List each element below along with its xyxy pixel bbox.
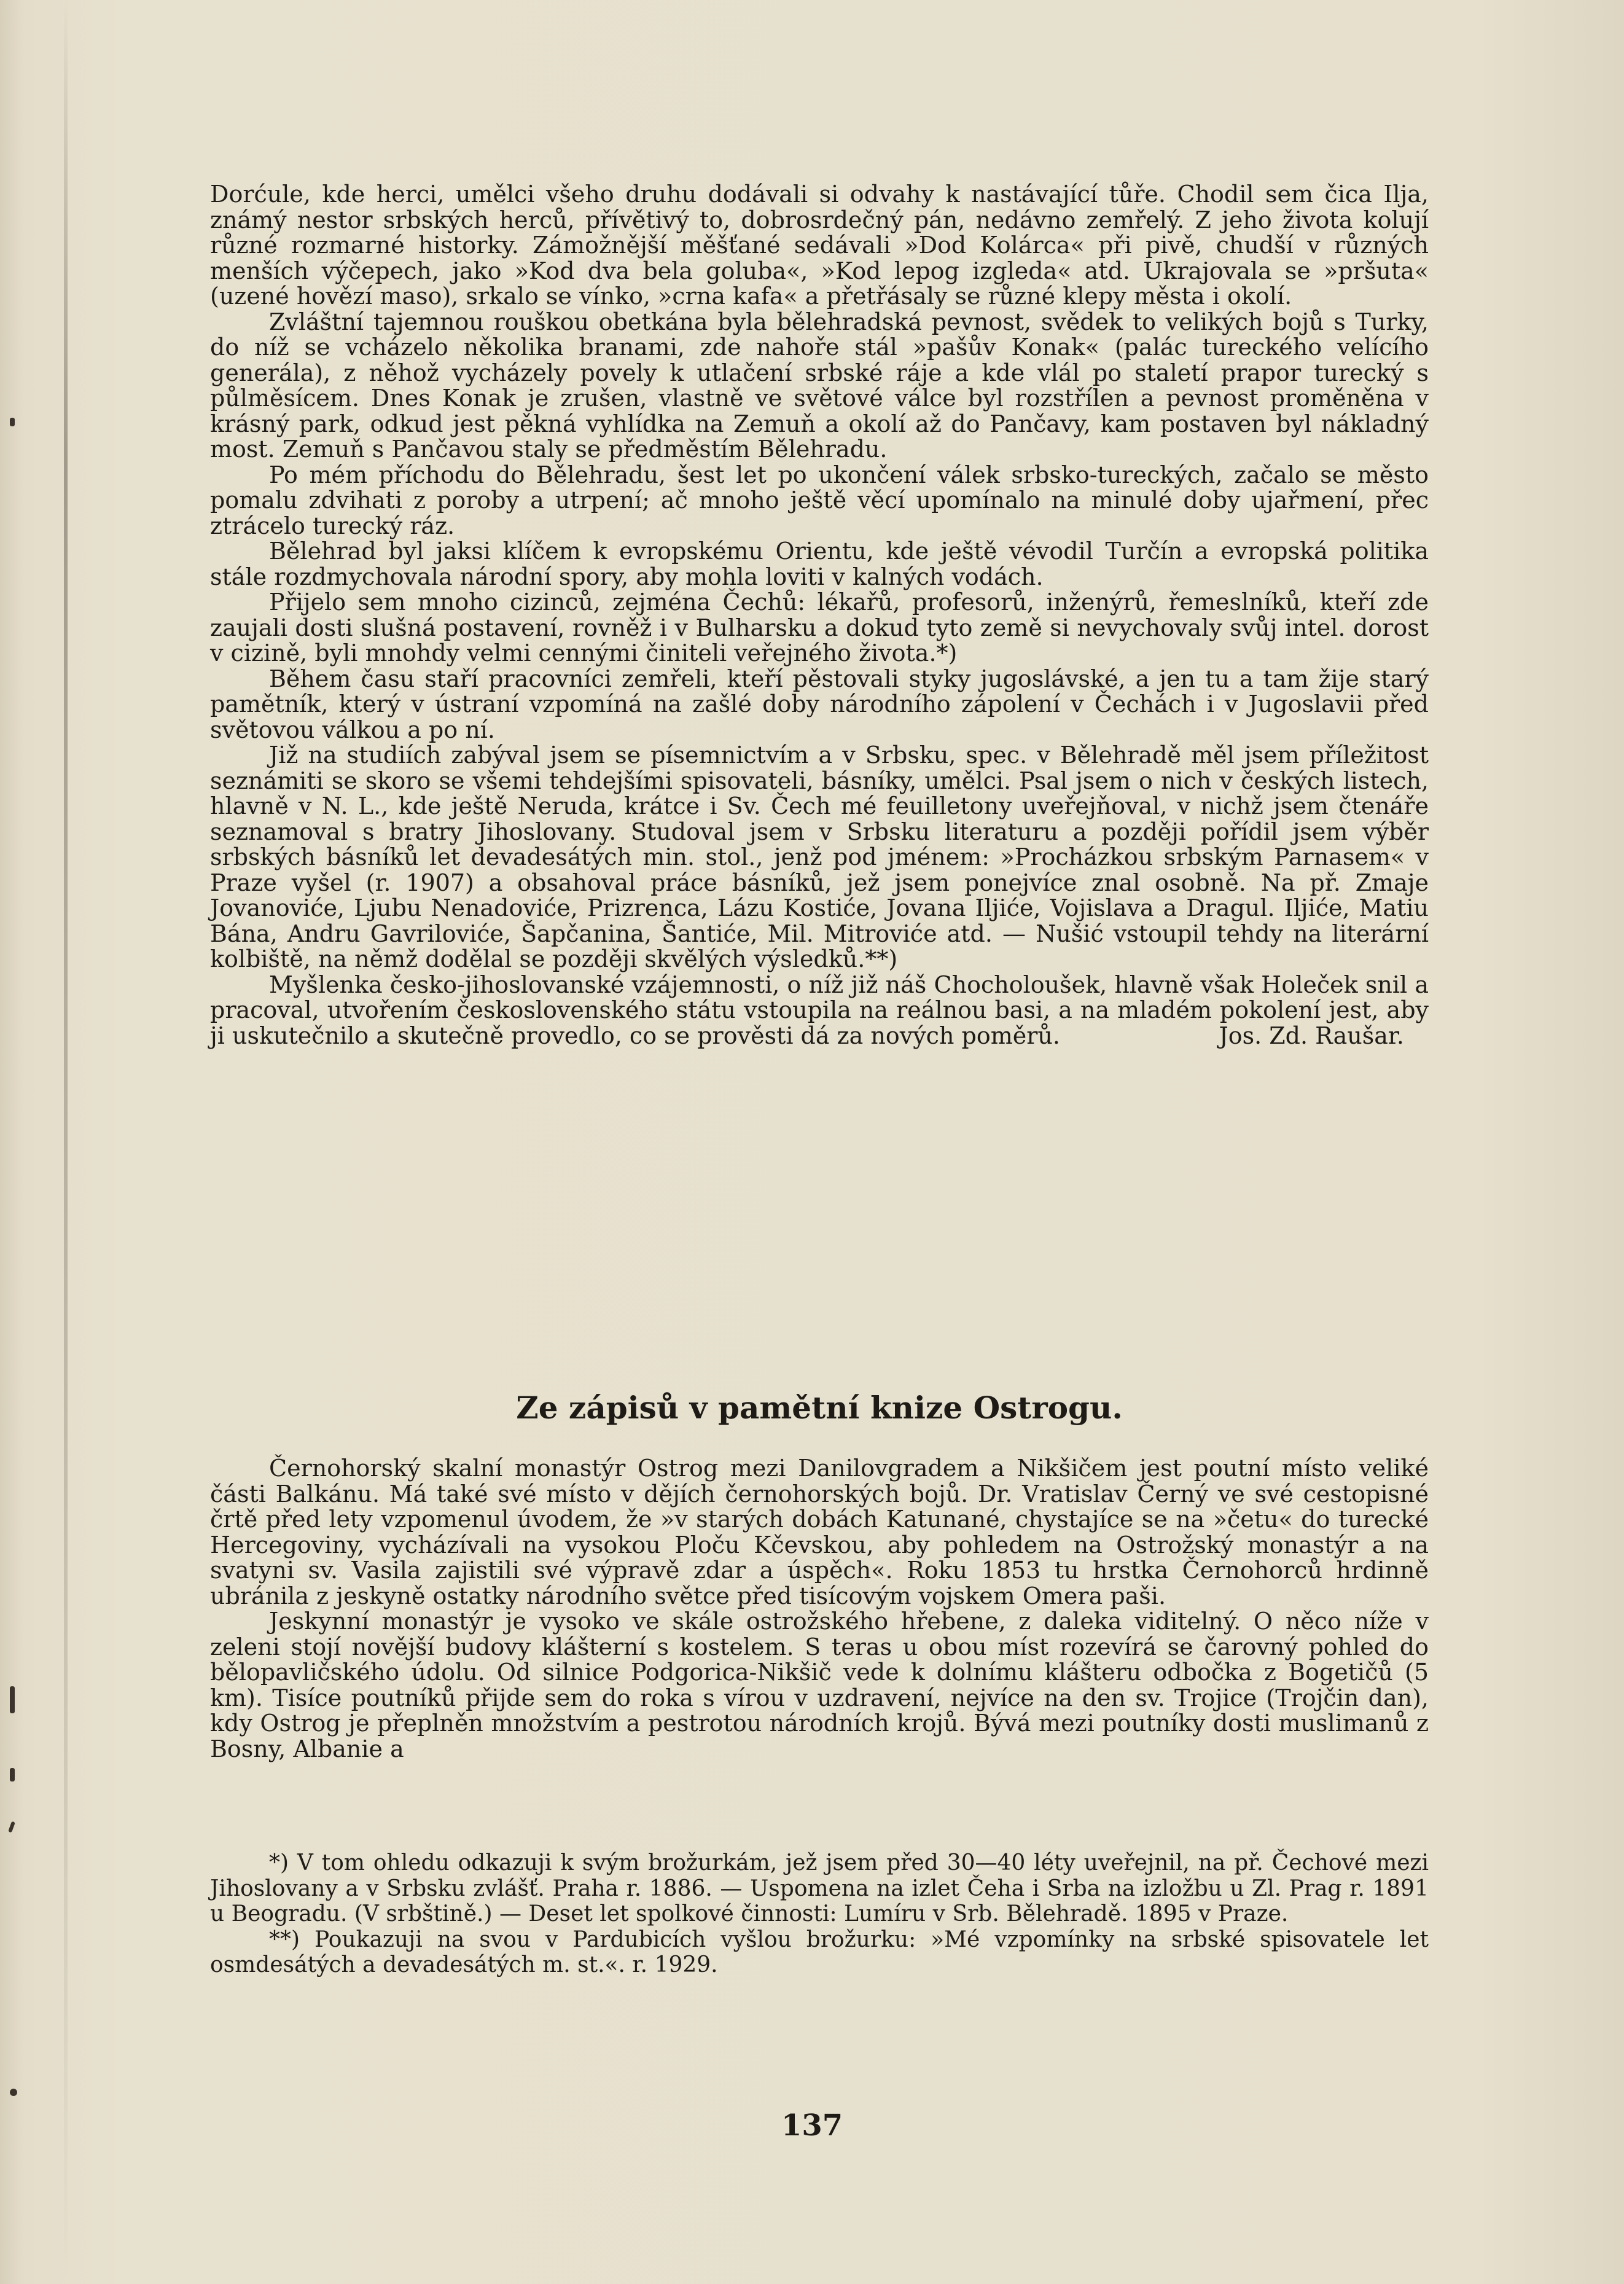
paragraph: Během času staří pracovníci zemřeli, kteří pěstovali styky jugoslávské, a jen tu a tam žije starý pamětník, který v ústraní vzpomíná na zašlé doby národního zápolení v Čechách i v Jugoslavii před světovou válkou a po ní. xyxy=(210,665,1429,743)
paragraph: Po mém příchodu do Bělehradu, šest let po ukončení válek srbsko-tureckých, začalo se město pomalu zdvihati z poroby a utrpení; ač mnoho ještě věcí upomínalo na minulé doby ujařmení, přec ztrácelo turecký ráz. xyxy=(210,461,1429,539)
paragraph: Zvláštní tajemnou rouškou obetkána byla bělehradská pevnost, svědek to velikých bojů s Turky, do níž se vcházelo několika branami, zde nahoře stál »pašův Konak« (palác tureckého velícího generála), z něhož vycházely povely k utlačení srbské ráje a kde vlál po staletí prapor turecký s půlměsícem. Dnes Konak je zrušen, vlastně ve světové válce byl rozstřílen a pevnost proměněna v krásný park, odkud jest pěkná vyhlídka na Zemuň a okolí až do Pančavy, kam postaven byl nákladný most. Zemuň s Pančavou staly se předměstím Bělehradu. xyxy=(210,308,1429,463)
footnote: **) Poukazuji na svou v Pardubicích vyšlou brožurku: »Mé vzpomínky na srbské spisovatele let osmdesátých a devadesátých m. st.«. r. 1929. xyxy=(210,1926,1429,1977)
paragraph: Již na studiích zabýval jsem se písemnictvím a v Srbsku, spec. v Bělehradě měl jsem příležitost seznámiti se skoro se všemi tehdejšími spisovateli, básníky, umělci. Psal jsem o nich v českých listech, hlavně v N. L., kde ještě Neruda, krátce i Sv. Čech mé feuilletony uveřejňoval, v nichž jsem čtenáře seznamoval s bratry Jihoslovany. Studoval jsem v Srbsku literaturu a později pořídil jsem výběr srbských básníků let devadesátých min. stol., jenž pod jménem: »Procházkou srbským Parnasem« v Praze vyšel (r. 1907) a obsahoval práce básníků, jež jsem ponejvíce znal osobně. Na př. Zmaje Jovanoviće, Ljubu Nenadoviće, Prizrenca, Lázu Kostiće, Jovana Iljiće, Vojislava a Dragul. Iljiće, Matiu Bána, Andru Gavriloviće, Šapčanina, Šantiće, Mil. Mitroviće atd. — Nušić vstoupil tehdy na literární kolbiště, na němž dodělal se později skvělých výsledků.**) xyxy=(210,741,1429,972)
paragraph: Bělehrad byl jaksi klíčem k evropskému Orientu, kde ještě vévodil Turčín a evropská politika stále rozdmychovala národní spory, aby mohla loviti v kalných vodách. xyxy=(210,538,1429,590)
page-number: 137 xyxy=(781,2108,843,2143)
margin-mark xyxy=(8,1821,15,1833)
margin-mark xyxy=(10,1686,15,1713)
section-text xyxy=(210,182,1429,1049)
margin-mark xyxy=(10,418,15,426)
margin-dot xyxy=(10,2089,17,2096)
paragraph: Přijelo sem mnoho cizinců, zejména Čechů: lékařů, profesorů, inženýrů, řemeslníků, kteří zde zaujali dosti slušná postavení, rovněž i v Bulharsku a dokud tyto země si nevychovaly svůj intel. dorost v cizině, byli mnohdy velmi cennými činiteli veřejného života.*) xyxy=(210,589,1429,667)
author-signature: Jos. Zd. Raušar. xyxy=(1219,1022,1404,1049)
margin-mark xyxy=(10,1768,15,1781)
paragraph: Jeskynní monastýr je vysoko ve skále ostrožského hřebene, z daleka viditelný. O něco níže v zeleni stojí novější budovy klášterní s kostelem. S teras u obou míst rozevírá se čarovný pohled do bělopavličského údolu. Od silnice Podgorica-Nikšič vede k dolnímu klášteru odbočka z Bogetičů (5 km). Tisíce poutníků přijde sem do roka s vírou v uzdravení, nejvíce na den sv. Trojice (Trojčin dan), kdy Ostrog je přeplněn množstvím a pestrotou národních krojů. Bývá mezi poutníky dosti muslimanů z Bosny, Albanie a xyxy=(210,1608,1429,1762)
footnotes xyxy=(210,1850,1429,1978)
binding-edge xyxy=(64,0,68,2284)
paragraph: Myšlenka česko-jihoslovanské vzájemnosti, o níž již náš Chocholoušek, hlavně však Holeček snil a pracoval, utvořením československého státu vstoupila na reálnou basi, a na mladém pokolení jest, aby ji uskutečnilo a skutečně provedlo, co se prověsti dá za nových poměrů. xyxy=(210,971,1429,1049)
article-text xyxy=(210,1456,1429,1762)
paragraph: Černohorský skalní monastýr Ostrog mezi Danilovgradem a Nikšičem jest poutní místo veliké části Balkánu. Má také své místo v dějích černohorských bojů. Dr. Vratislav Černý ve své cestopisné črtě před lety vzpomenul úvodem, že »v starých dobách Katunané, chystajíce se na »četu« do turecké Hercegoviny, vycházívali na vysokou Ploču Kčevskou, aby pohledem na Ostrožský monastýr a na svatyni sv. Vasila zajistili své výpravě zdar a úspěch«. Roku 1853 tu hrstka Černohorců hrdinně ubránila z jeskyně ostatky národního světce před tisícovým vojskem Omera paši. xyxy=(210,1455,1429,1609)
paragraph: Dorćule, kde herci, umělci všeho druhu dodávali si odvahy k nastávající tůře. Chodil sem čica Ilja, známý nestor srbských herců, přívětivý to, dobrosrdečný pán, nedávno zemřelý. Z jeho života kolují různé rozmarné historky. Zámožnější měšťané sedávali »Dod Kolárca« při pivě, chudší v různých menších výčepech, jako »Kod dva bela goluba«, »Kod lepog izgleda« atd. Ukrajovala se »pršuta« (uzené hovězí maso), srkalo se vínko, »crna kafa« a přetřásaly se různé klepy města i okolí. xyxy=(210,181,1429,310)
article-title: Ze zápisů v pamětní knize Ostrogu. xyxy=(516,1390,1123,1426)
footnote: *) V tom ohledu odkazuji k svým brožurkám, jež jsem před 30—40 léty uveřejnil, na př. Čechové mezi Jihoslovany a v Srbsku zvlášť. Praha r. 1886. — Uspomena na izlet Čeha i Srba na izložbu u Zl. Prag r. 1891 u Beogradu. (V srbštině.) — Deset let spolkové činnosti: Lumíru v Srb. Bělehradě. 1895 v Praze. xyxy=(210,1850,1429,1926)
